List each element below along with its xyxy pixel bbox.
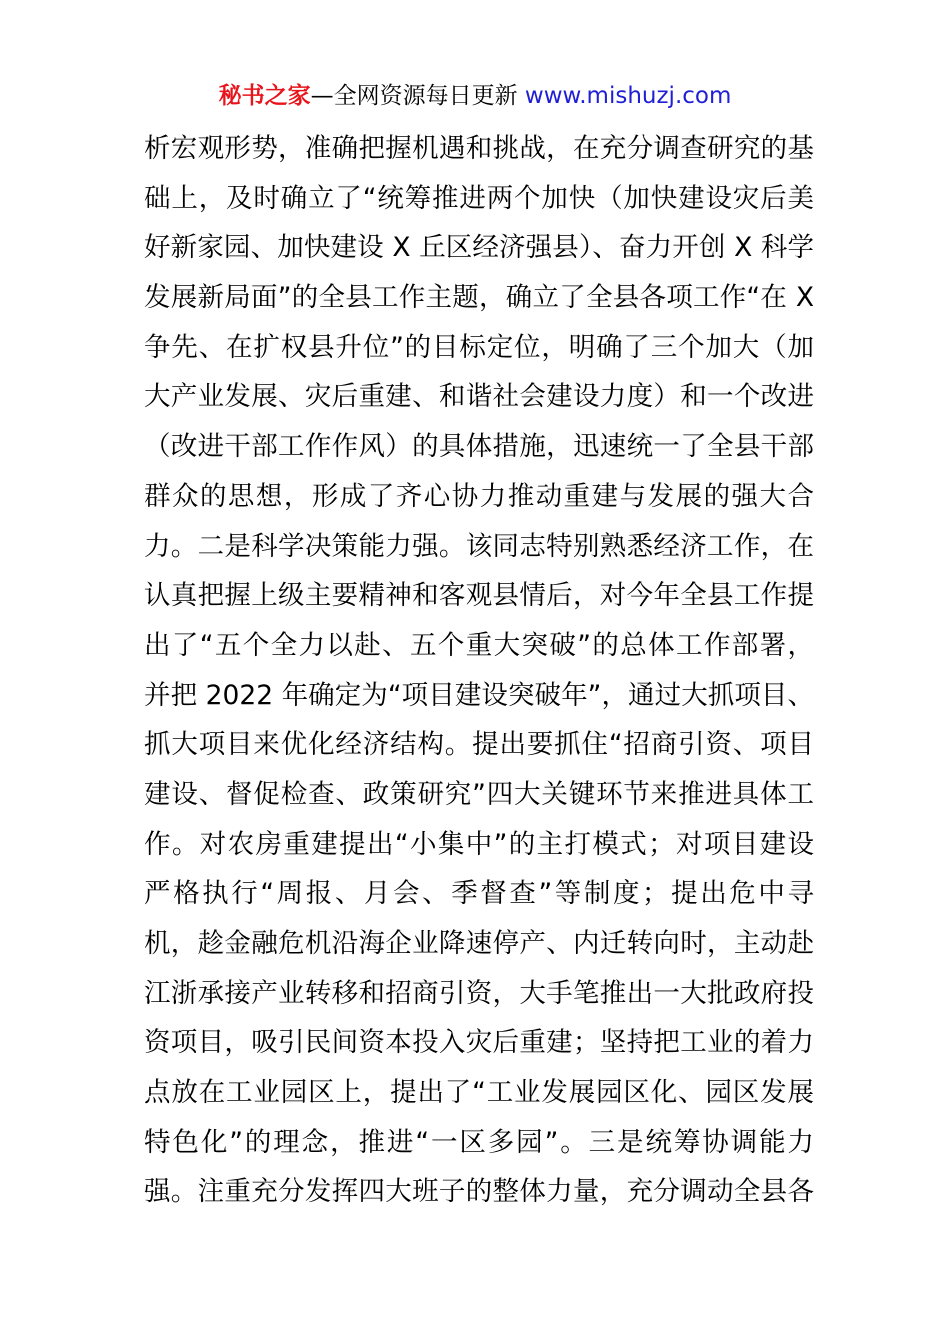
text-line: （改进干部工作作风）的具体措施，迅速统一了全县干部 (144, 431, 814, 463)
text-line: 特色化”的理念，推进“一区多园”。三是统筹协调能力 (144, 1126, 814, 1158)
text-line: 力。二是科学决策能力强。该同志特别熟悉经济工作，在 (144, 530, 814, 562)
text-line: 争先、在扩权县升位”的目标定位，明确了三个加大（加 (144, 331, 814, 363)
text-line: 大产业发展、灾后重建、和谐社会建设力度）和一个改进 (144, 381, 814, 413)
site-header (0, 80, 950, 112)
text-line: 群众的思想，形成了齐心协力推动重建与发展的强大合 (144, 480, 814, 512)
text-line: 江浙承接产业转移和招商引资，大手笔推出一大批政府投 (144, 977, 814, 1009)
brand-name: 秘书之家 (218, 83, 311, 109)
text-line: 严格执行“周报、月会、季督查”等制度；提出危中寻 (144, 878, 814, 910)
text-line: 好新家园、加快建设 X 丘区经济强县）、奋力开创 X 科学 (144, 232, 814, 264)
text-line: 作。对农房重建提出“小集中”的主打模式；对项目建设 (144, 828, 814, 860)
text-line: 机，趁金融危机沿海企业降速停产、内迁转向时，主动赴 (144, 928, 814, 959)
text-line: 础上，及时确立了“统筹推进两个加快（加快建设灾后美 (144, 182, 814, 214)
text-line: 强。注重充分发挥四大班子的整体力量，充分调动全县各 (144, 1176, 814, 1208)
text-line: 抓大项目来优化经济结构。提出要抓住“招商引资、项目 (144, 729, 814, 761)
text-line: 认真把握上级主要精神和客观县情后，对今年全县工作提 (144, 580, 814, 612)
text-line: 析宏观形势，准确把握机遇和挑战，在充分调查研究的基 (144, 133, 814, 164)
text-line: 建设、督促检查、政策研究”四大关键环节来推进具体工 (144, 778, 814, 810)
text-line: 出了“五个全力以赴、五个重大突破”的总体工作部署， (144, 629, 814, 661)
text-line: 并把 2022 年确定为“项目建设突破年”，通过大抓项目、 (144, 679, 814, 711)
site-url[interactable]: www.mishuzj.com (524, 83, 732, 109)
document-body (144, 124, 814, 1217)
text-line: 点放在工业园区上，提出了“工业发展园区化、园区发展 (144, 1077, 814, 1109)
header-slogan: —全网资源每日更新 (310, 83, 518, 109)
text-line: 资项目，吸引民间资本投入灾后重建；坚持把工业的着力 (144, 1027, 814, 1059)
text-line: 发展新局面”的全县工作主题，确立了全县各项工作“在 X (144, 282, 814, 314)
